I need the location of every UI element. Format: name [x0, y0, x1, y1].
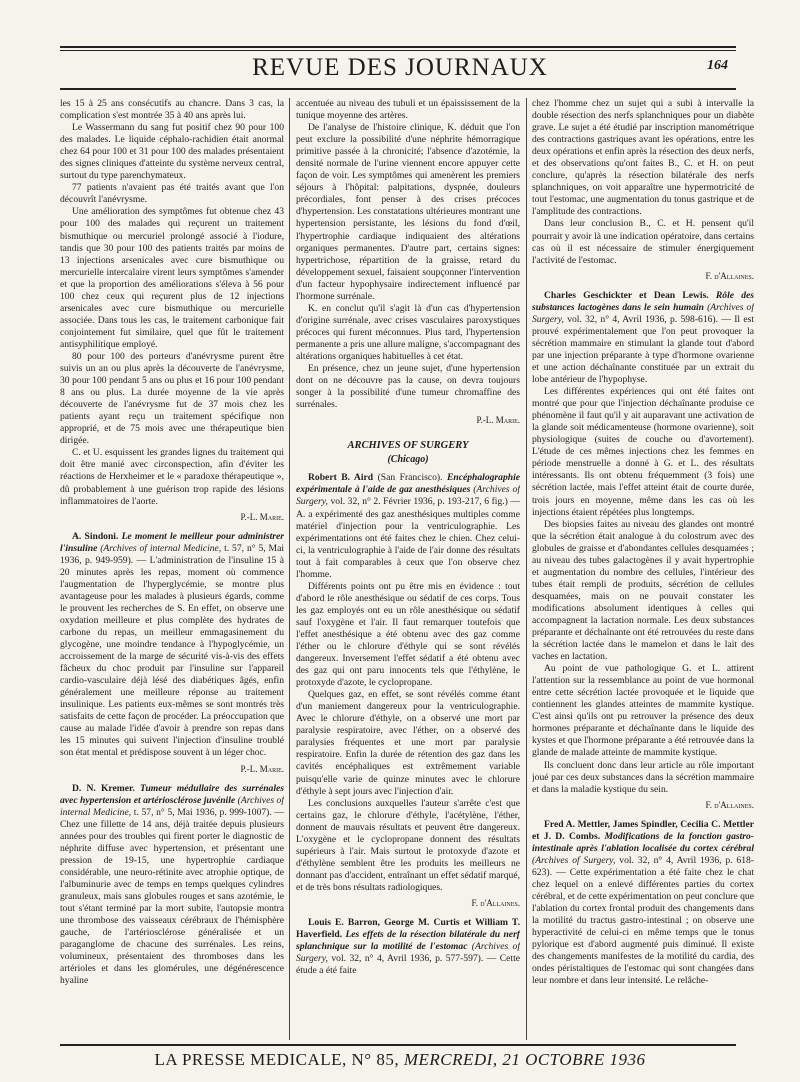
paragraph: C. et U. esquissent les grandes lignes du traitement qui doit être manié avec circonspection, afin d'éviter les réactions de Herxheimer et le « paradoxe thérapeutique », dû probablement à une guérison trop rapide des lésions inflammatoires de l'aorte.: [60, 447, 284, 507]
footer-date: MERCREDI, 21 OCTOBRE 1936: [403, 1050, 646, 1069]
article-entry: [60, 531, 284, 760]
article-title: Le moment le meilleur pour administrer l'insuline: [60, 530, 284, 554]
footer-issue: N° 85,: [351, 1050, 400, 1069]
article-entry: [60, 783, 284, 988]
column-left: [60, 98, 284, 1040]
article-journal: (Archives of internal Medicine,: [60, 794, 284, 818]
article-author: Robert B. Aird: [308, 472, 374, 484]
article-journal: (Archives of Surgery,: [532, 301, 754, 325]
signature: P.-L. Marie.: [240, 763, 284, 774]
paragraph: Les différentes expériences qui ont été faites ont montré que pour que l'injection déchaînante produise ce phénomène il faut qu'il y ait auparavant une activation de la glande soit médicamenteuse (hormone ovarienne), soit physiologique (suites de couche ou d'avortement). L'étude de ces mêmes injections chez les femmes en période menstruelle a donné à G. et L. des résultats intéressants. Ils ont obtenu fréquemment (3 fois) une sécrétion lactée, mais l'effet atteint était de courte durée, trois jours en moyenne, même dans les cas où les injections étaient répétées plus longtemps.: [532, 386, 754, 518]
paragraph: Au point de vue pathologique G. et L. attirent l'attention sur la ressemblance au point de vue hormonal entre cette sécrétion lactée provoquée et le liquide que contiennent les glandes atteintes de mammite kystique. C'est ainsi qu'ils ont pu retrouver la présence des deux hormones préparante et déchaînante dans le liquide des kystes et que l'hormone préparante a été retrouvée dans la glande de malade atteinte de mammite kystique.: [532, 663, 754, 759]
paragraph: Dans leur conclusion B., C. et H. pensent qu'il pourrait y avoir là une indication opératoire, dans certains cas où il est nécessaire de stimuler énergiquement l'activité de l'estomac.: [532, 218, 754, 266]
article-body: vol. 32, n° 2. Février 1936, p. 193-217, 6 fig.) — A. a expérimenté des gaz anesthésiques multiples comme matériel d'injection pour la ventriculographie. Les expérimentations ont été faites chez le chien. Chez celui-ci, la ventriculographie à l'aide de l'air donne des résultats tout à fait comparables à ceux que l'on observe chez l'homme.: [296, 496, 520, 580]
signature: F. d'Allaines.: [705, 799, 754, 810]
article-entry: [296, 472, 520, 580]
running-title: REVUE DES JOURNAUX: [252, 54, 548, 81]
paragraph: accentuée au niveau des tubuli et un épaississement de la tunique moyenne des artères.: [296, 98, 520, 122]
article-body: vol. 32, n° 4, Avril 1936, p. 577-597). — Cette étude a été faite: [296, 953, 520, 977]
paragraph: les 15 à 25 ans consécutifs au chancre. Dans 3 cas, la complication s'est montrée 35 à 40 ans après lui.: [60, 98, 284, 122]
article-body: vol. 32, n° 4, Avril 1936, p. 598-616). — Il est prouvé expérimentalement que l'on peut provoquer la sécrétion mammaire en stimulant la glande tout d'abord par une injection préparante à type d'hormone ovarienne et une action déchaînante constituée par un extrait du lobe antérieur de l'hypophyse.: [532, 313, 754, 386]
paragraph: 80 pour 100 des porteurs d'anévrysme purent être suivis un an ou plus après la découverte de l'anévrysme, 30 pour 100 pendant 5 ans ou plus et 16 pour 100 pendant 8 ans ou plus. La durée moyenne de la vie après découverte de l'anévrysme fut de 37 mois chez les patients ayant reçu un traitement spécifique non approprié, et de 75 mois avec une thérapeutique bien dirigée.: [60, 350, 284, 447]
header-rule-bottom: [60, 88, 736, 90]
article-author: Charles Geschickter et Dean Lewis.: [544, 289, 709, 301]
footer-publication: LA PRESSE MEDICALE,: [154, 1050, 347, 1069]
signature: P.-L. Marie.: [476, 415, 520, 426]
header-rule-top-thin: [60, 50, 736, 51]
paragraph: Une amélioration des symptômes fut obtenue chez 43 pour 100 des malades qui reçurent un traitement bismuthique ou mercuriel prolongé associé à l'iodure, tandis que 30 pour 100 des patients traités par moins de 13 injections arsenicales avec cure bismuthique ou mercurielle intercalaire virent leurs symptômes s'amender et que la proportion des améliorations s'éleva à 56 pour 100 chez ceux qui reçurent plus de 12 injections arsenicales avec cure bismuthique ou mercurielle associée. Dans tous les cas, le traitement carbonique fait conjointement fut similaire, quel que fût le traitement antisyphilitique employé.: [60, 206, 284, 350]
article-journal: (Archives of Surgery,: [296, 484, 520, 508]
column-divider: [289, 98, 290, 1040]
article-author: A. Sindoni.: [72, 530, 119, 542]
article-title: Les effets de la résection bilatérale du nerf splanchnique sur la motilité de l'estomac: [296, 929, 520, 953]
paragraph: Quelques gaz, en effet, se sont révélés comme étant d'un maniement dangereux pour la ventriculographie. Avec le chlorure d'éthyle, on a observé une mort par paralysie respiratoire, avec l'éther, on a observé des paralysies fréquentes et une mort par paralysie respiratoire. Enfin la durée de rétention des gaz dans les cavités encéphaliques est extrêmement variable puisqu'elle varie de quinze minutes avec le chlorure d'éthyle à sept jours avec l'injection d'air.: [296, 689, 520, 797]
paragraph: 77 patients n'avaient pas été traités avant que l'on découvrît l'anévrysme.: [60, 182, 284, 206]
article-title: Encéphalographie expérimentale à l'aide de gaz anesthésiques: [296, 472, 520, 496]
article-entry: [532, 819, 754, 988]
article-body: t. 57, n° 5, Mai 1936, p. 949-959). — L'administration de l'insuline 15 à 20 minutes après les repas, moment où commence l'augmentation de l'hyperglycémie, se montre plus avantageuse pour les malades à plusieurs égards, comme le prouvent les recherches de S. En effet, on observe une oxydation meilleure et plus complète des hydrates de carbone du repas, un meilleur emmagasinement du glycogène, une moindre tendance à l'hypoglycémie, un accroissement de la marge de sécurité vis-à-vis des effets fâcheux du choc produit par l'insuline sur l'appareil cardio-vasculaire déjà lésé des diabétiques âgés, enfin généralement une meilleure réponse au traitement insulinique. Les patients eux-mêmes se sont montrés très satisfaits de cette façon de procéder. La préoccupation que cause au malade l'idée d'avoir à prendre son repas dans les 15 minutes qui suivent l'injection d'insuline troublé son état mental et prédispose souvent à un léger choc.: [60, 542, 284, 759]
article-title: Tumeur médullaire des surrénales avec hypertension et artériosclérose juvénile: [60, 782, 284, 806]
article-author: D. N. Kremer.: [72, 782, 135, 794]
column-divider: [526, 98, 527, 1040]
page-footer: [0, 1050, 800, 1070]
paragraph: chez l'homme chez un sujet qui a subi à intervalle la double résection des nerfs splanchniques pour un diabète grave. Le sujet a été étudié par inscription manométrique des contractions gastriques avant les opérations, entre les deux opérations et enfin après la résection des deux nerfs, et des observations qu'ont faites B., C. et H. on peut conclure, qu'après la résection bilatérale des nerfs splanchniques, on voit apparaître une hypermotricité de tout l'estomac, une augmentation du tonus gastrique et de l'amplitude des contractions.: [532, 98, 754, 218]
page-number: 164: [707, 58, 728, 73]
paragraph: Différents points ont pu être mis en évidence : tout d'abord le rôle anesthésique ou sédatif de ces corps. Tous les gaz employés ont eu un rôle anesthésique ou sédatif sauf l'oxygène et l'air. Il faut remarquer toutefois que l'effet anesthésique a été obtenu avec des gaz comme l'éther ou le chlorure d'éthyle qui se sont révélés dangereux. Inversement l'effet sédatif a été obtenu avec des gaz qui ont paru innocents tels que l'éthylène, le protoxyde d'azote, le cyclopropane.: [296, 580, 520, 689]
article-body: t. 57, n° 5, Mai 1936, p. 999-1007). — Chez une fillette de 14 ans, déjà traitée depuis plusieurs années pour des troubles qui firent porter le diagnostic de néphrite diffuse avec hypertension, et présentant une pression de 19-15, une hypertrophie cardiaque considérable, une neuro-rétinite avec atrophie optique, de l'albuminurie avec de temps en temps quelques cylindres granuleux, mais sans globules rouges et sans azotémie, le tout s'étant terminé par la mort subite, l'autopsie montra une thrombose des vaisseaux cérébraux de l'hémisphère gauche, de l'artériosclérose généralisée et un paraganglome de chacune des surrénales. Les reins, volumineux, présentaient des thromboses dans les artérioles et dans les glomérules, une dégénérescence hyaline: [60, 806, 284, 987]
article-title: Rôle des substances lactogènes dans le sein humain: [532, 289, 754, 313]
footer-rule: [60, 1044, 736, 1046]
article-author: Louis E. Barron, George M. Curtis et William T. Haverfield.: [296, 917, 520, 941]
signature: F. d'Allaines.: [705, 270, 754, 281]
article-body: vol. 32, n° 4, Avril 1936, p. 618-623). — Cette expérimentation a été faite chez le chat chez lequel on a enlevé différentes parties du cortex cérébral, et de cette expérimentation on peut conclure que l'ablation du cortex frontal produit des changements dans la motilité du tractus gastro-intestinal ; on observe une hyperactivité de celui-ci en même temps que le tonus pylorique est d'abord augmenté puis diminué. Il existe des changements manifestes de la motilité du cardia, des ondes péristaltiques de l'estomac qui sont changées dans leur nombre et dans leur intensité. Le relâche-: [532, 854, 754, 987]
section-subtitle: (Chicago): [387, 454, 429, 466]
column-right: [532, 98, 754, 1040]
article-title: Modifications de la fonction gastro-intestinale après l'ablation localisée du cortex cérébral: [532, 830, 754, 854]
article-journal: (Archives of internal Medicine,: [100, 542, 222, 554]
paragraph: Des biopsies faites au niveau des glandes ont montré que la sécrétion était analogue à du colostrum avec des globules de graisse et d'abondantes cellules desquamées ; au niveau des tubes galactogènes il y avait hypertrophie et augmentation du nombre des cellules, l'intérieur des tubes était rempli de produits, sécrétion de cellules desquamées, mais on ne pouvait constater les modifications absolument identiques à celles qui accompagnent la lactation normale. Les deux substances préparante et déchaînante ont été retrouvées du reste dans la sécrétion lactée dans le mamelon et dans le lait des vaches en lactation.: [532, 518, 754, 663]
paragraph: En présence, chez un jeune sujet, d'une hypertension dont on ne découvre pas la cause, on devra toujours songer à la possibilité d'une tumeur chromaffine des surrénales.: [296, 363, 520, 411]
paragraph: Le Wassermann du sang fut positif chez 90 pour 100 des malades. Le liquide céphalo-rachidien était anormal chez 64 pour 100 et 31 pour 100 des malades présentaient des signes cliniques d'atteinte du système nerveux central, surtout du type parenchymateux.: [60, 122, 284, 182]
header-rule-top: [60, 46, 736, 48]
signature: P.-L. Marie.: [240, 511, 284, 522]
paragraph: K. en conclut qu'il s'agit là d'un cas d'hypertension d'origine surrénale, avec crises vasculaires paroxystiques précoces qui furent méconnues. Plus tard, l'hypertension permanente a pris une allure maligne, s'accompagnant des altérations organiques habituelles à cet état.: [296, 302, 520, 362]
signature: F. d'Allaines.: [471, 898, 520, 908]
column-middle: [296, 98, 520, 1040]
article-place: (San Francisco).: [377, 472, 443, 484]
article-journal: (Archives of Surgery,: [296, 941, 520, 965]
article-entry: [532, 290, 754, 386]
section-title: ARCHIVES OF SURGERY: [347, 440, 469, 452]
article-journal: (Archives of Surgery,: [532, 854, 616, 866]
paragraph: Les conclusions auxquelles l'auteur s'arrête c'est que certains gaz, le chlorure d'éthyle, l'acétylène, l'éther, donnent de mauvais résultats et peuvent être dangereux. L'oxygène et le cyclopropane donnent des résultats supérieurs à l'air. Mais surtout le protoxyde d'azote et d'éthylène semblent être les produits les meilleurs ne donnant pas d'accident, entraînant un effet sédatif marqué, et de très bons résultats radiologiques.: [296, 797, 520, 893]
paragraph: De l'analyse de l'histoire clinique, K. déduit que l'on peut exclure la possibilité d'une néphrite hémorragique primitive passée à la chronicité; l'absence d'azotémie, la densité normale de l'urine viennent encore appuyer cette façon de voir. Les symptômes qui amenèrent les premiers séjours à l'hôpital: palpitations, dyspnée, douleurs précordiales, font penser à des crises précoces d'hypertension. Les constatations ultérieures montrant une hypertension persistante, les lésions du fond d'œil, l'hypertrophie cardiaque indiquaient des altérations organiques permanentes. D'autre part, certains signes: hypertrichose, répartition de la graisse, retard du développement sexuel, faisaient soupçonner l'intervention d'un facteur hypophysaire indirectement influencé par l'hormone surrénale.: [296, 122, 520, 302]
article-author: Fred A. Mettler, James Spindler, Cecilia C. Mettler et J. D. Combs.: [532, 818, 754, 842]
paragraph: Ils concluent donc dans leur article au rôle important joué par ces deux substances dans la sécrétion mammaire et dans la maladie kystique du sein.: [532, 759, 754, 795]
article-entry: [296, 917, 520, 977]
